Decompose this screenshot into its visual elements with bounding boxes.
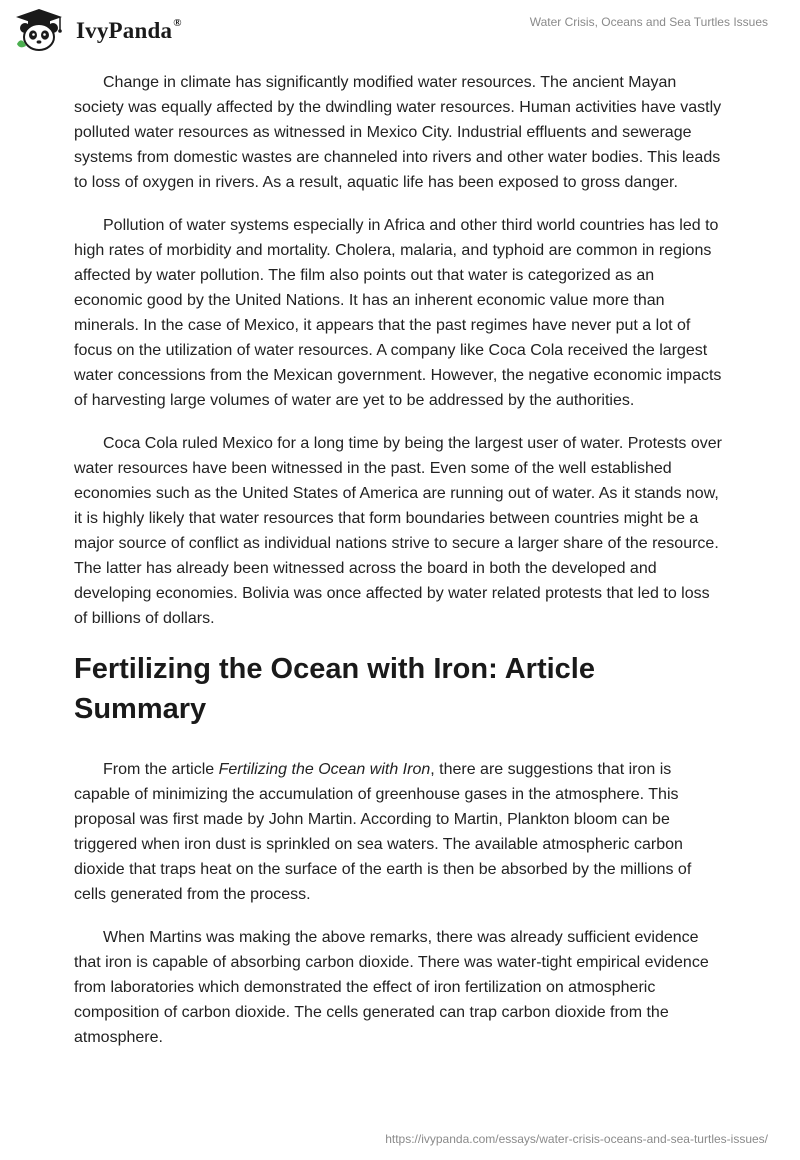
page-header xyxy=(0,0,800,64)
summary-paragraph-1: From the article Fertilizing the Ocean with Iron, there are suggestions that iron is capable of minimizing the accumulation of greenhouse gases in the atmosphere. This proposal was first made by John Martin. According to Martin, Plankton bloom can be triggered when iron dust is sprinkled on sea waters. The available atmospheric carbon dioxide that traps heat on the surface of the earth is then be absorbed by the millions of cells generated from the process. xyxy=(74,761,692,903)
body-paragraph-2: Pollution of water systems especially in Africa and other third world countries has led to high rates of morbidity and mortality. Cholera, malaria, and typhoid are common in regions affected by water pollution. The film also points out that water is categorized as an economic good by the United Nations. It has an inherent economic value more than minerals. In the case of Mexico, it appears that the past regimes have never put a lot of focus on the utilization of water resources. A company like Coca Cola received the largest water concessions from the Mexican government. However, the negative economic impacts of harvesting large volumes of water are yet to be addressed by the authorities. xyxy=(74,217,722,409)
brand-logo[interactable] xyxy=(14,8,182,54)
essay-content xyxy=(74,70,726,1068)
brand-name: IvyPanda® xyxy=(76,17,182,43)
running-title: Water Crisis, Oceans and Sea Turtles Issues xyxy=(529,15,768,29)
article-title: Fertilizing the Ocean with Iron xyxy=(218,761,431,778)
body-paragraph-1: Change in climate has significantly modified water resources. The ancient Mayan society was equally affected by the dwindling water resources. Human activities have vastly polluted water resources as witnessed in Mexico City. Industrial effluents and sewerage systems from domestic wastes are channeled into rivers and other water bodies. This leads to loss of oxygen in rivers. As a result, aquatic life has been exposed to gross danger. xyxy=(74,74,722,191)
summary-paragraph-2: When Martins was making the above remarks, there was already sufficient evidence that iron is capable of absorbing carbon dioxide. There was water-tight empirical evidence from laboratories which demonstrated the effect of iron fertilization on atmospheric composition of carbon dioxide. The cells generated can trap carbon dioxide from the atmosphere. xyxy=(74,929,709,1046)
body-paragraph-3: Coca Cola ruled Mexico for a long time by being the largest user of water. Protests over water resources have been witnessed in the past. Even some of the well established economies such as the United States of America are running out of water. As it stands now, it is highly likely that water resources that form boundaries between countries might be a major source of conflict as individual nations strive to secure a larger share of the resource. The latter has already been witnessed across the board in both the developed and developing economies. Bolivia was once affected by water related protests that led to loss of billions of dollars. xyxy=(74,435,722,627)
source-url[interactable]: https://ivypanda.com/essays/water-crisis-oceans-and-sea-turtles-issues/ xyxy=(385,1132,768,1146)
panda-graduate-icon xyxy=(14,8,64,54)
section-heading: Fertilizing the Ocean with Iron: Article Summary xyxy=(74,653,595,725)
